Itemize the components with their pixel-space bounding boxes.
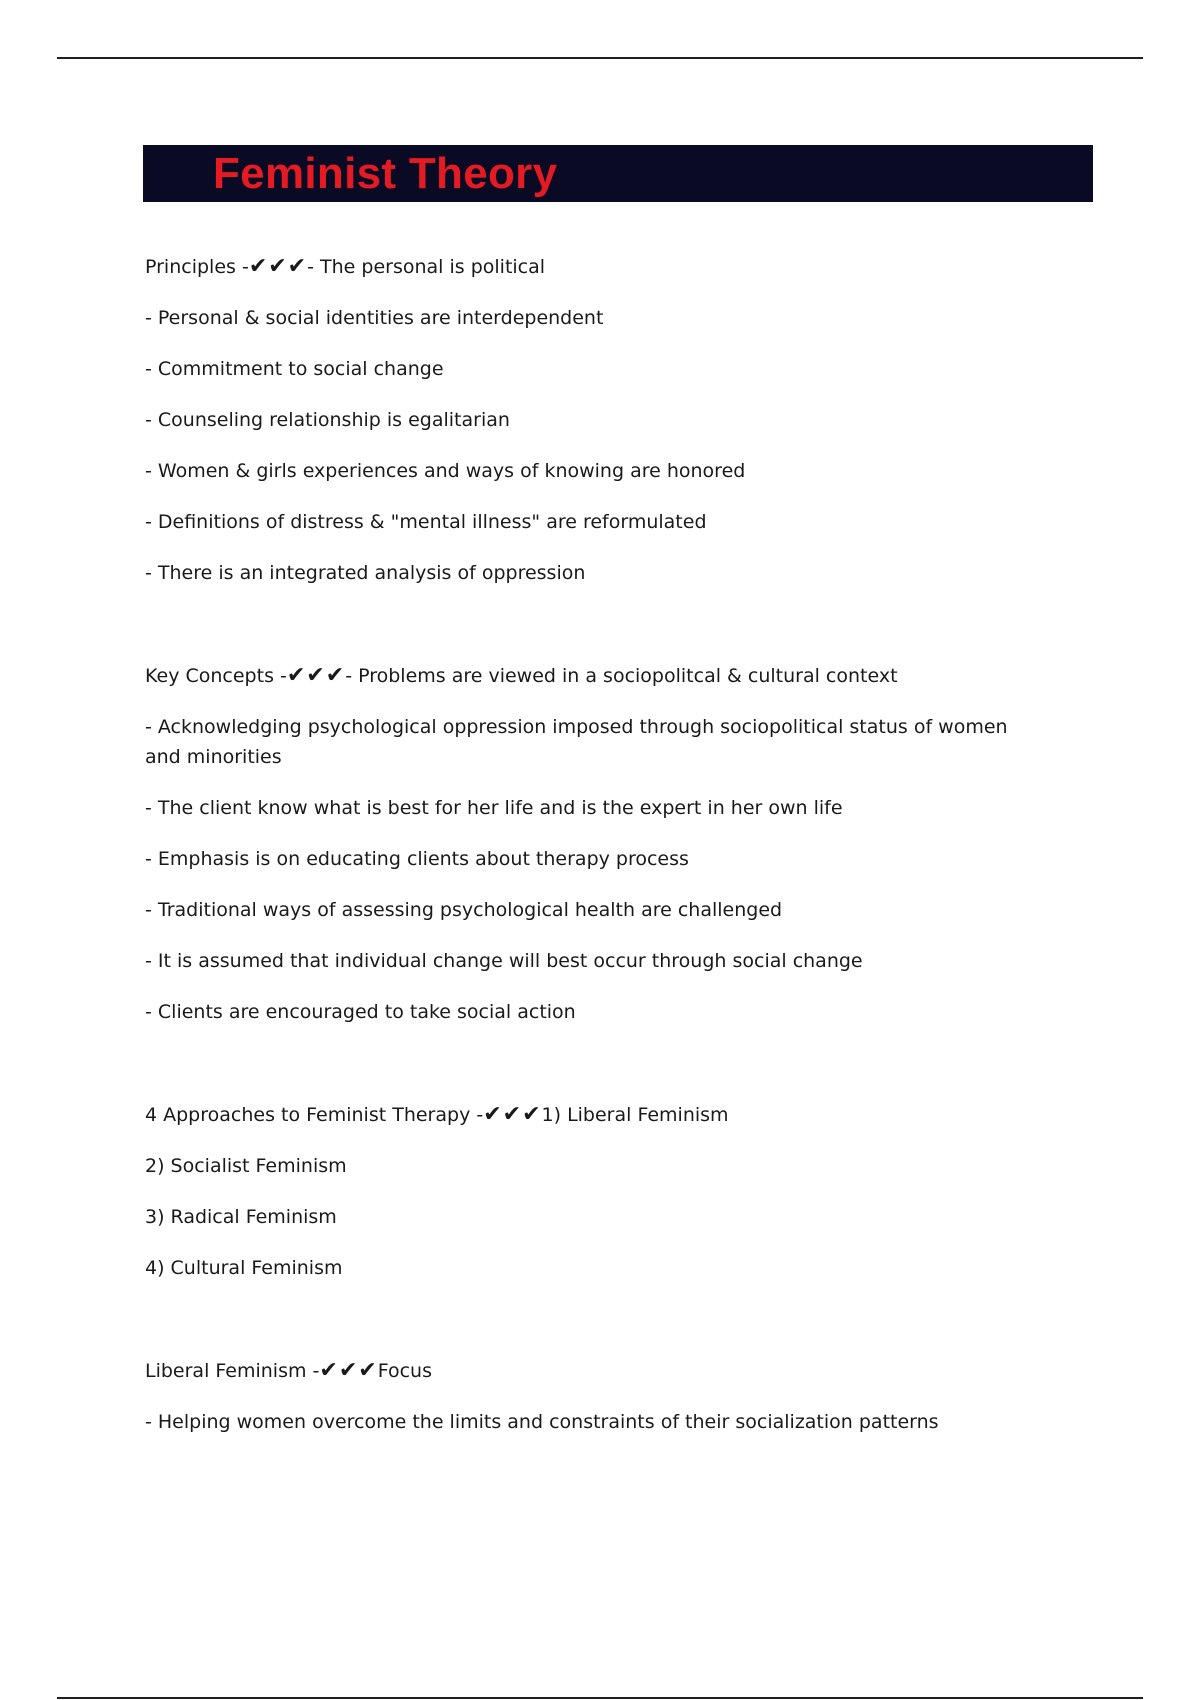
list-item: - Counseling relationship is egalitarian (145, 409, 510, 431)
heading-suffix: - The personal is political (307, 256, 546, 278)
list-item: 4) Cultural Feminism (145, 1257, 343, 1279)
section-key-concepts (145, 661, 1045, 1027)
list-item: 2) Socialist Feminism (145, 1155, 347, 1177)
list-item: - Traditional ways of assessing psychological health are challenged (145, 899, 783, 921)
list-item: - Commitment to social change (145, 358, 444, 380)
heading-prefix: Key Concepts - (145, 665, 287, 687)
list-item: - It is assumed that individual change will best occur through social change (145, 950, 863, 972)
section-heading (145, 661, 1045, 691)
list-item: - Clients are encouraged to take social action (145, 1001, 576, 1023)
check-marks-icon: ✔✔✔ (319, 1358, 378, 1383)
top-rule (57, 57, 1143, 59)
check-marks-icon: ✔✔✔ (248, 254, 308, 279)
heading-suffix: 1) Liberal Feminism (541, 1104, 729, 1126)
check-marks-icon: ✔✔✔ (286, 663, 346, 688)
section-liberal-feminism (145, 1356, 1045, 1437)
section-principles (145, 252, 1045, 588)
section-heading (145, 1100, 1045, 1130)
list-item: - The client know what is best for her life and is the expert in her own life (145, 797, 843, 819)
list-item: - Personal & social identities are interdependent (145, 307, 604, 329)
heading-prefix: Liberal Feminism - (145, 1360, 320, 1382)
list-item: - Helping women overcome the limits and constraints of their socialization patterns (145, 1411, 939, 1433)
list-item: 3) Radical Feminism (145, 1206, 337, 1228)
section-heading (145, 252, 1045, 282)
page-title: Feminist Theory (213, 148, 558, 198)
check-marks-icon: ✔✔✔ (483, 1102, 542, 1127)
heading-prefix: 4 Approaches to Feminist Therapy - (145, 1104, 484, 1126)
heading-prefix: Principles - (145, 256, 249, 278)
document-body (145, 252, 1045, 1510)
list-item: - Definitions of distress & "mental illness" are reformulated (145, 511, 707, 533)
list-item: - Acknowledging psychological oppression imposed through sociopolitical status of women and minorities (145, 716, 1008, 768)
section-heading (145, 1356, 1045, 1386)
list-item: - There is an integrated analysis of oppression (145, 562, 586, 584)
heading-suffix: Focus (377, 1360, 432, 1382)
heading-suffix: - Problems are viewed in a sociopolitcal & cultural context (345, 665, 898, 687)
title-banner (143, 145, 1093, 202)
bottom-rule (57, 1697, 1143, 1699)
list-item: - Women & girls experiences and ways of knowing are honored (145, 460, 746, 482)
section-approaches (145, 1100, 1045, 1283)
list-item: - Emphasis is on educating clients about therapy process (145, 848, 689, 870)
